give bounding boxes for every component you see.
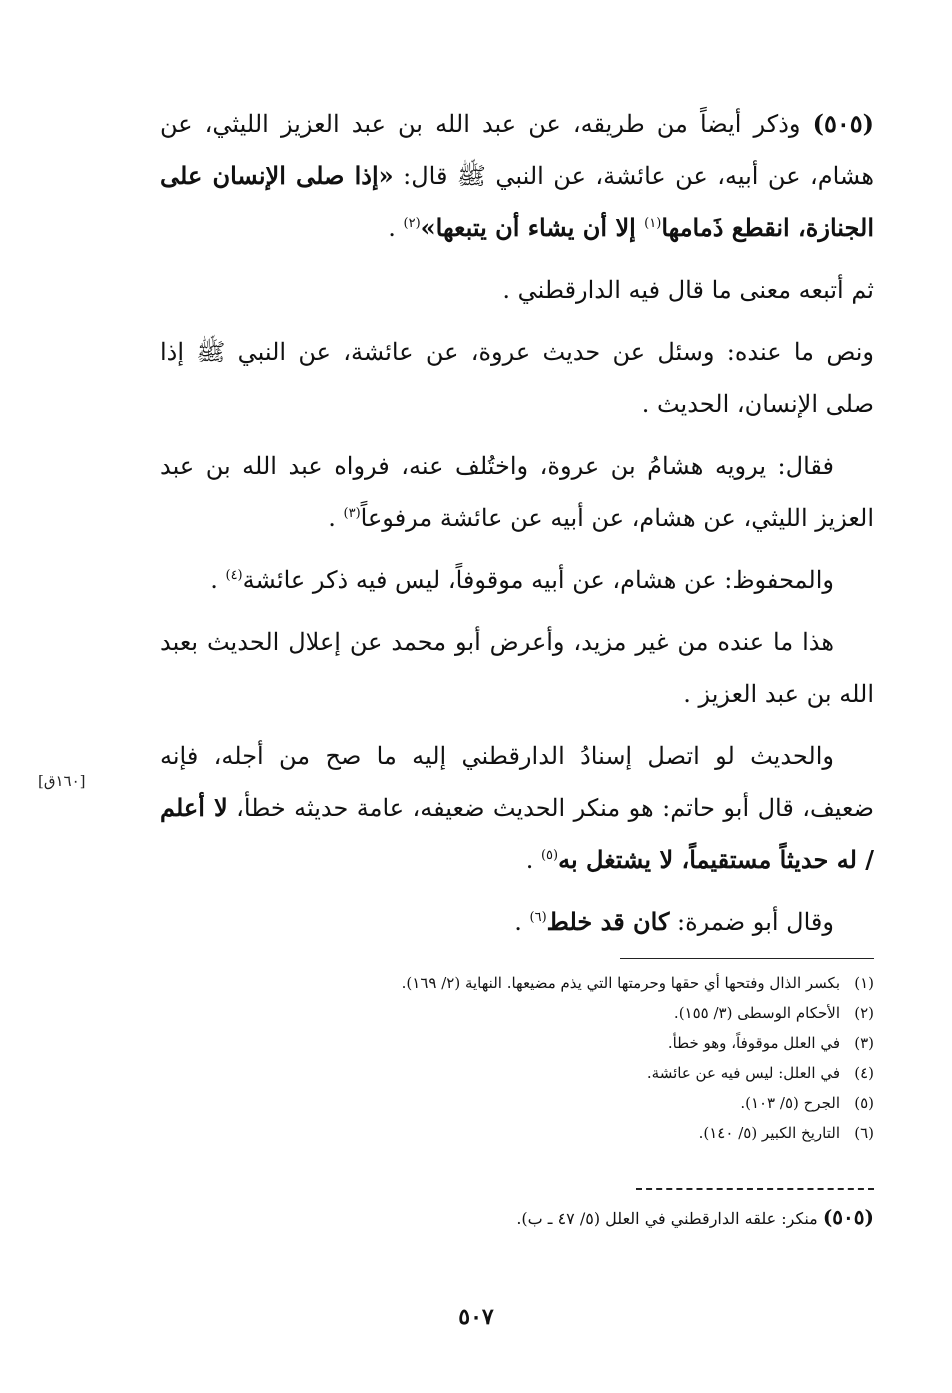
- footnote-text: الجرح (٥/ ١٠٣).: [740, 1094, 840, 1112]
- paragraph-2-text: ثم أتبعه معنى ما قال فيه الدارقطني .: [502, 276, 874, 304]
- page-number: ٥٠٧: [458, 1304, 494, 1330]
- manuscript-folio-note: [١٦٠ق]: [38, 772, 86, 790]
- paragraph-8-end: .: [514, 908, 530, 936]
- footnote-divider: [620, 958, 874, 959]
- paragraph-7-text: والحديث لو اتصل إسنادُ الدارقطني إليه ما صح من أجله، فإنه ضعيف، قال أبو حاتم: هو منكر الحديث ضعيفه، عامة حديثه خطأ،: [160, 742, 874, 822]
- footnote-number: (٦): [854, 1124, 874, 1142]
- main-text: [160, 98, 874, 958]
- footnote-number: (١): [854, 974, 874, 992]
- hadith-end: .: [388, 214, 404, 242]
- paragraph-7: [160, 730, 874, 886]
- footnote-item: [300, 998, 874, 1028]
- hadith-matn-part-2: إلا أن يشاء أن يتبعها»: [420, 213, 645, 242]
- paragraph-5-text: والمحفوظ: عن هشام، عن أبيه موقوفاً، ليس فيه ذكر عائشة: [242, 566, 834, 594]
- footnote-number: (٥): [854, 1094, 874, 1112]
- footnote-item: [300, 1118, 874, 1148]
- footnote-ref-1: (١): [644, 216, 662, 231]
- paragraph-8-bold: كان قد خلط: [546, 907, 670, 936]
- hadith-number: (٥٠٥): [812, 109, 874, 138]
- paragraph-6: [160, 616, 874, 720]
- footnote-ref-2: (٢): [403, 216, 421, 231]
- footnote-number: (٤): [854, 1064, 874, 1082]
- paragraph-3-text: ونص ما عنده: وسئل عن حديث عروة، عن عائشة، عن النبي ﷺ إذا صلى الإنسان، الحديث .: [160, 338, 874, 418]
- footnote-number: (٣): [854, 1034, 874, 1052]
- footnote-item: [300, 968, 874, 998]
- takhrij-note: [300, 1200, 874, 1236]
- paragraph-3: [160, 326, 874, 430]
- footnote-text: بكسر الذال وفتحها أي حقها وحرمتها التي يذم مضيعها. النهاية (٢/ ١٦٩).: [401, 974, 840, 992]
- footnotes-list: [300, 968, 874, 1148]
- footnote-item: [300, 1058, 874, 1088]
- footnote-text: في العلل: ليس فيه عن عائشة.: [646, 1064, 840, 1082]
- footnote-ref-3: (٣): [343, 506, 361, 521]
- footnote-text: الأحكام الوسطى (٣/ ١٥٥).: [673, 1004, 840, 1022]
- takhrij-divider: [636, 1188, 874, 1190]
- hadith-intro: وذكر أيضاً من طريقه، عن عبد الله بن عبد العزيز الليثي، عن هشام، عن أبيه، عن عائشة، عن النبي ﷺ قال:: [160, 110, 874, 190]
- paragraph-4: [160, 440, 874, 544]
- paragraph-7-bold: لا أعلم / له حديثاً مستقيماً، لا يشتغل به: [160, 793, 874, 874]
- footnote-item: [300, 1028, 874, 1058]
- paragraph-5-end: .: [210, 566, 226, 594]
- footnote-text: في العلل موقوفاً، وهو خطأ.: [667, 1034, 840, 1052]
- footnote-text: التاريخ الكبير (٥/ ١٤٠).: [698, 1124, 840, 1142]
- footnote-number: (٢): [854, 1004, 874, 1022]
- paragraph-8: [160, 896, 874, 948]
- hadith-matn-part-1: «إذا صلى الإنسان على الجنازة، انقطع ذَمامها: [160, 161, 874, 242]
- paragraph-4-text: فقال: يرويه هشامُ بن عروة، واختُلف عنه، فرواه عبد الله بن عبد العزيز الليثي، عن هشام، عن أبيه عن عائشة مرفوعاً: [160, 452, 874, 532]
- paragraph-2: [160, 264, 874, 316]
- hadith-paragraph: [160, 98, 874, 254]
- paragraph-7-end: .: [525, 846, 541, 874]
- paragraph-5: [160, 554, 874, 606]
- paragraph-6-text: هذا ما عنده من غير مزيد، وأعرض أبو محمد عن إعلال الحديث بعبد الله بن عبد العزيز .: [160, 628, 874, 708]
- paragraph-4-end: .: [328, 504, 344, 532]
- takhrij-text: منكر: علقه الدارقطني في العلل (٥/ ٤٧ ـ ب).: [516, 1209, 823, 1228]
- footnote-item: [300, 1088, 874, 1118]
- paragraph-8-text: وقال أبو ضمرة:: [669, 908, 834, 936]
- takhrij-number: (٥٠٥): [822, 1205, 874, 1229]
- footnote-ref-5: (٥): [540, 848, 559, 863]
- footnote-ref-4: (٤): [225, 568, 243, 583]
- footnote-ref-6: (٦): [529, 910, 547, 925]
